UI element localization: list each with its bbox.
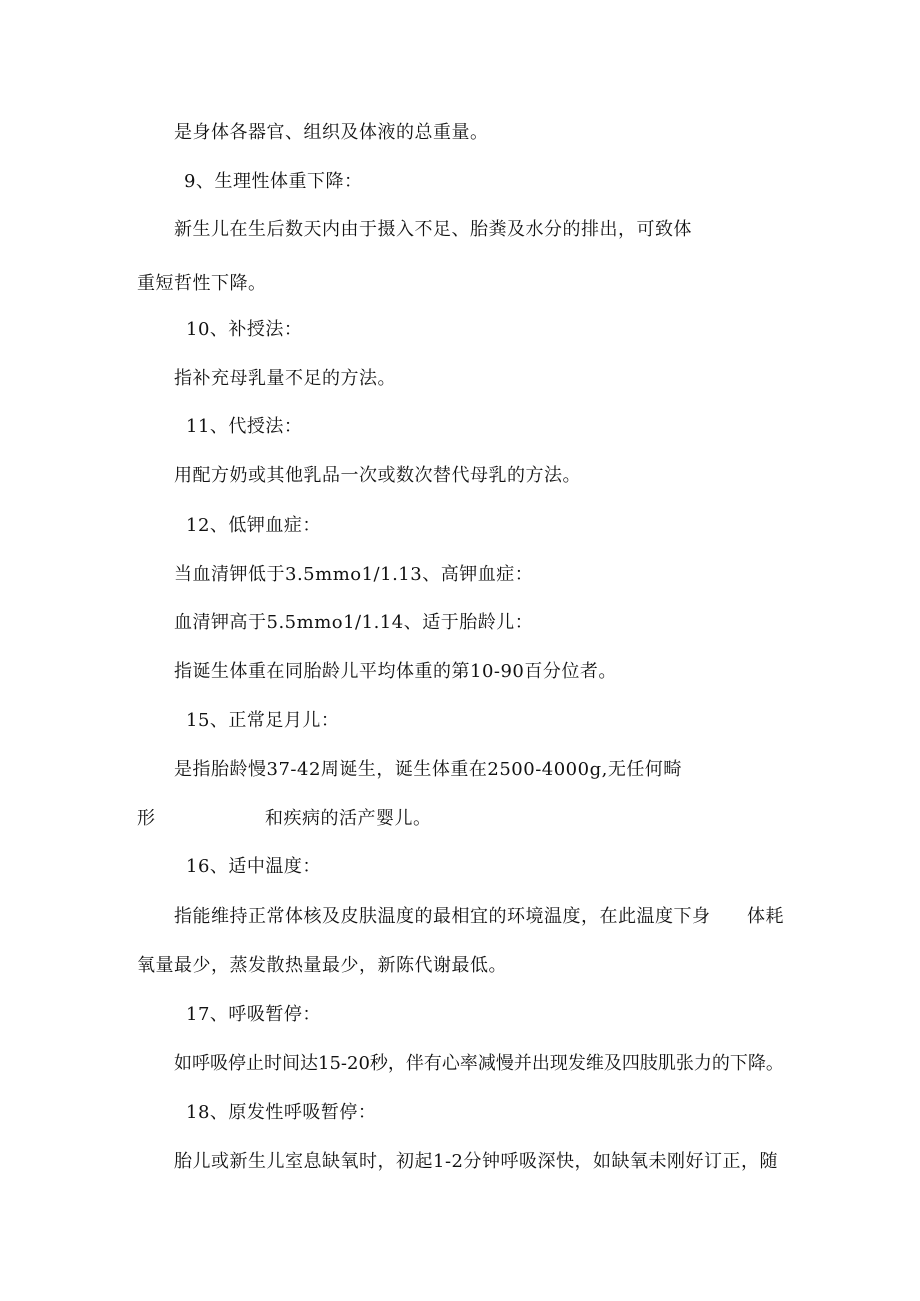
body-text-line: 如呼吸停止时间达15-20秒，伴有心率减慢并出现发维及四肢肌张力的下降。 <box>174 1053 784 1074</box>
body-text-line: 指诞生体重在同胎龄儿平均体重的第10-90百分位者。 <box>174 661 617 682</box>
body-text-line: 血清钾高于5.5mmo1∕1.14、适于胎龄儿： <box>174 612 534 633</box>
term-heading: 12、低钾血症： <box>186 515 321 536</box>
body-text-line: 氧量最少，蒸发散热量最少，新陈代谢最低。 <box>137 955 507 976</box>
term-heading: 16、适中温度： <box>186 856 321 877</box>
body-text-line: 指补充母乳量不足的方法。 <box>174 368 396 389</box>
term-heading: 18、原发性呼吸暂停： <box>186 1102 377 1123</box>
body-text-line: 用配方奶或其他乳品一次或数次替代母乳的方法。 <box>174 465 581 486</box>
body-text-line: 胎儿或新生儿室息缺氧时，初起1-2分钟呼吸深快，如缺氧未刚好订正，随 <box>174 1151 778 1172</box>
body-text-line: 是指胎龄慢37-42周诞生，诞生体重在2500-4000g,无任何畸 <box>174 759 682 780</box>
body-text-line: 和疾病的活产婴儿。 <box>265 808 432 829</box>
body-text-line: 新生儿在生后数天内由于摄入不足、胎粪及水分的排出，可致体 <box>174 219 692 240</box>
body-text-line: 体耗 <box>747 906 784 927</box>
term-heading: 15、正常足月儿： <box>186 710 340 731</box>
term-heading: 9、生理性体重下降： <box>184 171 363 192</box>
body-text-line: 重短哲性下降。 <box>137 273 267 294</box>
body-text-line: 是身体各器官、组织及体液的总重量。 <box>174 122 489 143</box>
body-text-line: 形 <box>137 808 156 829</box>
term-heading: 11、代授法： <box>186 416 303 437</box>
body-text-line: 指能维持正常体核及皮肤温度的最相宜的环境温度，在此温度下身 <box>174 906 711 927</box>
body-text-line: 当血清钾低于3.5mmo1∕1.13、高钾血症： <box>174 564 534 585</box>
term-heading: 10、补授法： <box>186 319 303 340</box>
term-heading: 17、呼吸暂停： <box>186 1004 321 1025</box>
